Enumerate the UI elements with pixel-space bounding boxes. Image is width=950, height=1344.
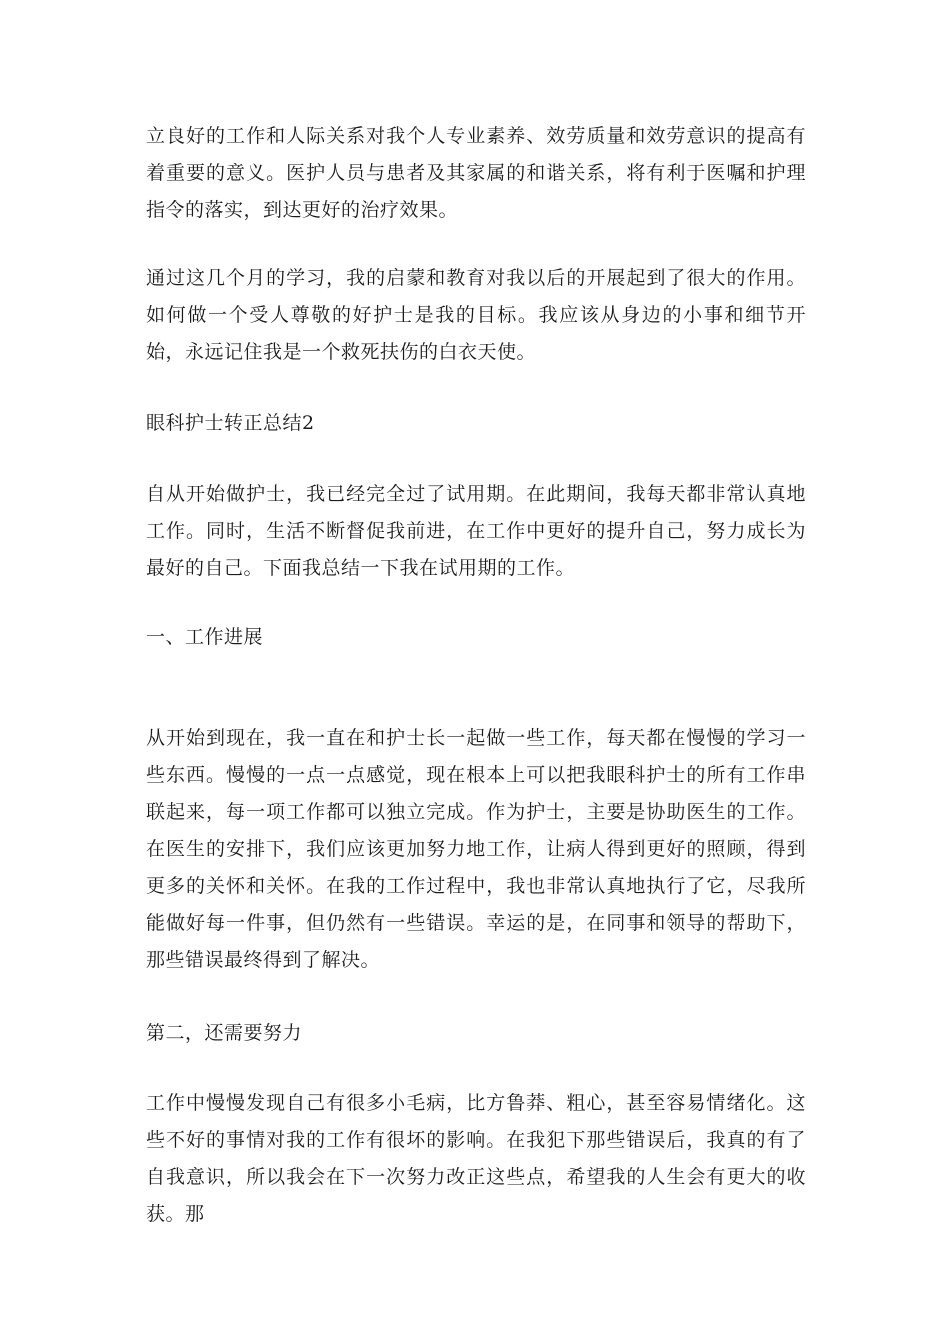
- paragraph-probation-intro: 自从开始做护士，我已经完全过了试用期。在此期间，我每天都非常认真地工作。同时，生活不断督促我前进，在工作中更好的提升自己，努力成长为最好的自己。下面我总结一下我在试用期的工作。: [146, 483, 806, 579]
- heading-need-effort: 第二，还需要努力: [146, 1022, 303, 1044]
- heading-work-progress: 一、工作进展: [146, 626, 264, 648]
- paragraph-relationships: 立良好的工作和人际关系对我个人专业素养、效劳质量和效劳意识的提高有着重要的意义。医护人员与患者及其家属的和谐关系，将有利于医嘱和护理指令的落实，到达更好的治疗效果。: [146, 125, 806, 221]
- paragraph-work-progress: 从开始到现在，我一直在和护士长一起做一些工作，每天都在慢慢的学习一些东西。慢慢的一点一点感觉，现在根本上可以把我眼科护士的所有工作串联起来，每一项工作都可以独立完成。作为护士，主要是协助医生的工作。在医生的安排下，我们应该更加努力地工作，让病人得到更好的照顾，得到更多的关怀和关怀。在我的工作过程中，我也非常认真地执行了它，尽我所能做好每一件事，但仍然有一些错误。幸运的是，在同事和领导的帮助下，那些错误最终得到了解决。: [146, 727, 806, 971]
- paragraph-need-effort: 工作中慢慢发现自己有很多小毛病，比方鲁莽、粗心，甚至容易情绪化。这些不好的事情对我的工作有很坏的影响。在我犯下那些错误后，我真的有了自我意识，所以我会在下一次努力改正这些点，希望我的人生会有更大的收获。那: [146, 1092, 806, 1225]
- paragraph-study-conclusion: 通过这几个月的学习，我的启蒙和教育对我以后的开展起到了很大的作用。如何做一个受人尊敬的好护士是我的目标。我应该从身边的小事和细节开始，永远记住我是一个救死扶伤的白衣天使。: [146, 267, 806, 363]
- section-title-2: 眼科护士转正总结2: [146, 412, 315, 434]
